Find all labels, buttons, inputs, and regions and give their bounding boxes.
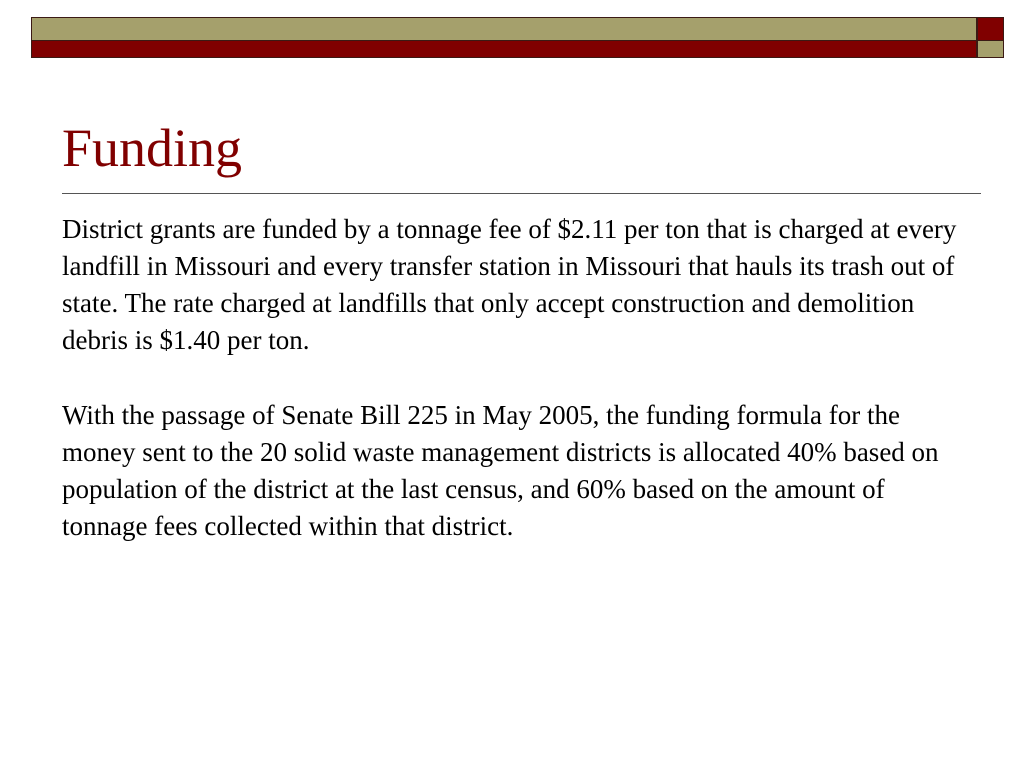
slide-title: Funding [62,118,243,178]
header-bar-maroon [31,41,977,58]
title-divider [62,193,981,194]
header-bar-olive [31,17,977,41]
header-square-olive [977,41,1004,58]
paragraph-tonnage-fee: District grants are funded by a tonnage fee of $2.11 per ton that is charged at every landfill in Missouri and every transfer station in Missouri that hauls its trash out of state. The rate charged at landfills that only accept construction and demolition debris is $1.40 per ton. [62,214,957,355]
slide-body [62,211,972,583]
header-square-maroon [977,17,1004,41]
paragraph-senate-bill: With the passage of Senate Bill 225 in May 2005, the funding formula for the money sent to the 20 solid waste management districts is allocated 40% based on population of the district at the last census, and 60% based on the amount of tonnage fees collected within that district. [62,400,939,541]
